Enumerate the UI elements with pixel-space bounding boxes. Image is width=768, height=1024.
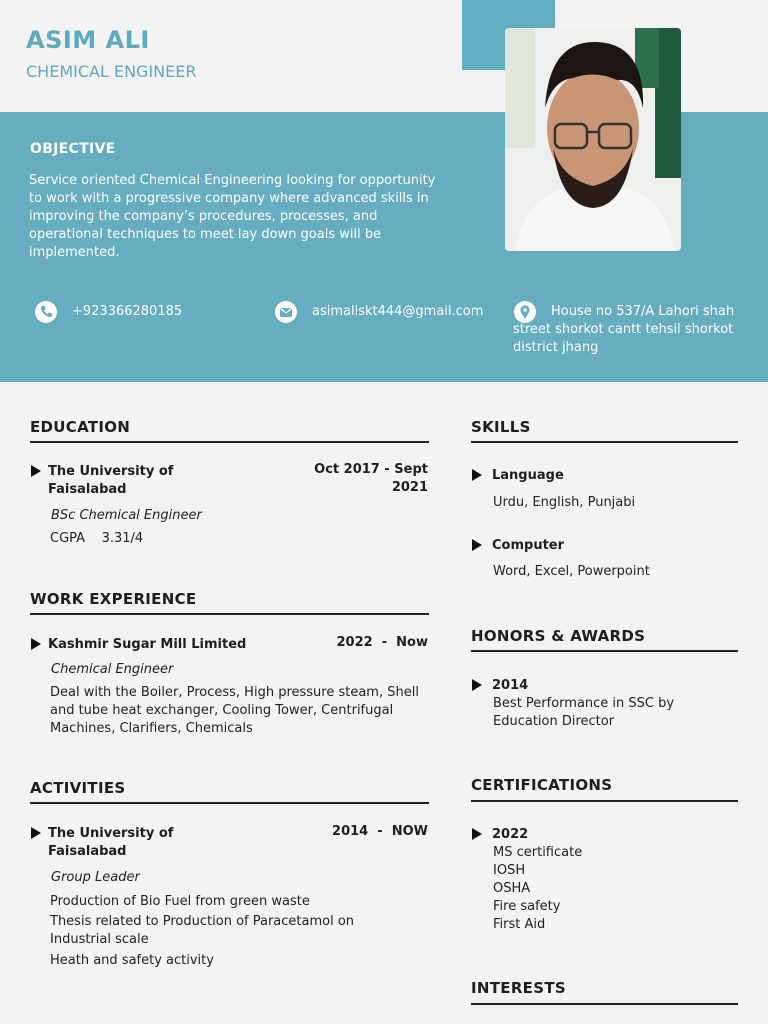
portrait-illustration: [505, 28, 681, 251]
education-cgpa: CGPA 3.31/4: [50, 531, 144, 546]
activities-divider: [30, 802, 429, 804]
skills-divider: [471, 441, 738, 443]
certifications-heading: CERTIFICATIONS: [471, 776, 613, 794]
activities-role: Group Leader: [51, 870, 140, 885]
skill-group-text: Urdu, English, Punjabi: [493, 495, 636, 510]
certifications-year: 2022: [492, 827, 529, 842]
honors-text: Best Performance in SSC by Education Director: [493, 696, 675, 729]
activity-item: Production of Bio Fuel from green waste: [50, 894, 310, 909]
work-description: Deal with the Boiler, Process, High pressure steam, Shell and tube heat exchanger, Cooling Tower, Centrifugal Machines, Clarifiers, Chemicals: [50, 685, 419, 736]
work-divider: [30, 613, 429, 615]
education-dates: Oct 2017 - Sept 2021: [314, 462, 428, 495]
candidate-name: ASIM ALI: [26, 26, 150, 54]
bullet-triangle-icon: [31, 465, 41, 477]
skill-group-title: Computer: [492, 538, 565, 553]
interests-divider: [471, 1003, 738, 1005]
phone-number: +923366280185: [72, 304, 183, 319]
work-dates: 2022 - Now: [336, 635, 428, 650]
education-institution: The University of Faisalabad: [48, 464, 174, 497]
education-divider: [30, 441, 429, 443]
email-icon: [275, 301, 297, 323]
activities-dates: 2014 - NOW: [332, 824, 428, 839]
certification-item: OSHA: [493, 881, 531, 896]
bullet-triangle-icon: [31, 638, 41, 650]
honors-heading: HONORS & AWARDS: [471, 627, 646, 645]
certification-item: IOSH: [493, 863, 526, 878]
objective-text: Service oriented Chemical Engineering looking for opportunity to work with a progressive company where advanced skills in improving the company’s procedures, processes, and operational techniques to meet lay down goals will be implemented.: [29, 173, 436, 260]
bullet-triangle-icon: [472, 469, 482, 481]
phone-icon: [35, 301, 57, 323]
bullet-triangle-icon: [472, 828, 482, 840]
skill-group-title: Language: [492, 468, 564, 483]
bullet-triangle-icon: [31, 827, 41, 839]
certification-item: Fire safety: [493, 899, 561, 914]
postal-address: House no 537/A Lahori shah street shorkot cantt tehsil shorkot district jhang: [513, 304, 735, 355]
activity-item: Heath and safety activity: [50, 953, 214, 968]
candidate-title: CHEMICAL ENGINEER: [26, 62, 197, 81]
honors-year: 2014: [492, 678, 529, 693]
profile-photo: [505, 28, 681, 251]
work-heading: WORK EXPERIENCE: [30, 590, 197, 608]
honors-divider: [471, 650, 738, 652]
certifications-divider: [471, 800, 738, 802]
education-heading: EDUCATION: [30, 418, 131, 436]
certification-item: MS certificate: [493, 845, 583, 860]
education-degree: BSc Chemical Engineer: [51, 508, 202, 523]
certification-item: First Aid: [493, 917, 546, 932]
work-role: Chemical Engineer: [51, 662, 174, 677]
interests-heading: INTERESTS: [471, 979, 566, 997]
bullet-triangle-icon: [472, 539, 482, 551]
email-address: asimaliskt444@gmail.com: [312, 304, 484, 319]
skills-heading: SKILLS: [471, 418, 531, 436]
skill-group-text: Word, Excel, Powerpoint: [493, 564, 650, 579]
activity-item: Thesis related to Production of Paracetamol on Industrial scale: [50, 914, 355, 947]
bullet-triangle-icon: [472, 679, 482, 691]
objective-heading: OBJECTIVE: [30, 141, 116, 157]
activities-institution: The University of Faisalabad: [48, 826, 174, 859]
work-company: Kashmir Sugar Mill Limited: [48, 637, 247, 652]
activities-heading: ACTIVITIES: [30, 779, 126, 797]
